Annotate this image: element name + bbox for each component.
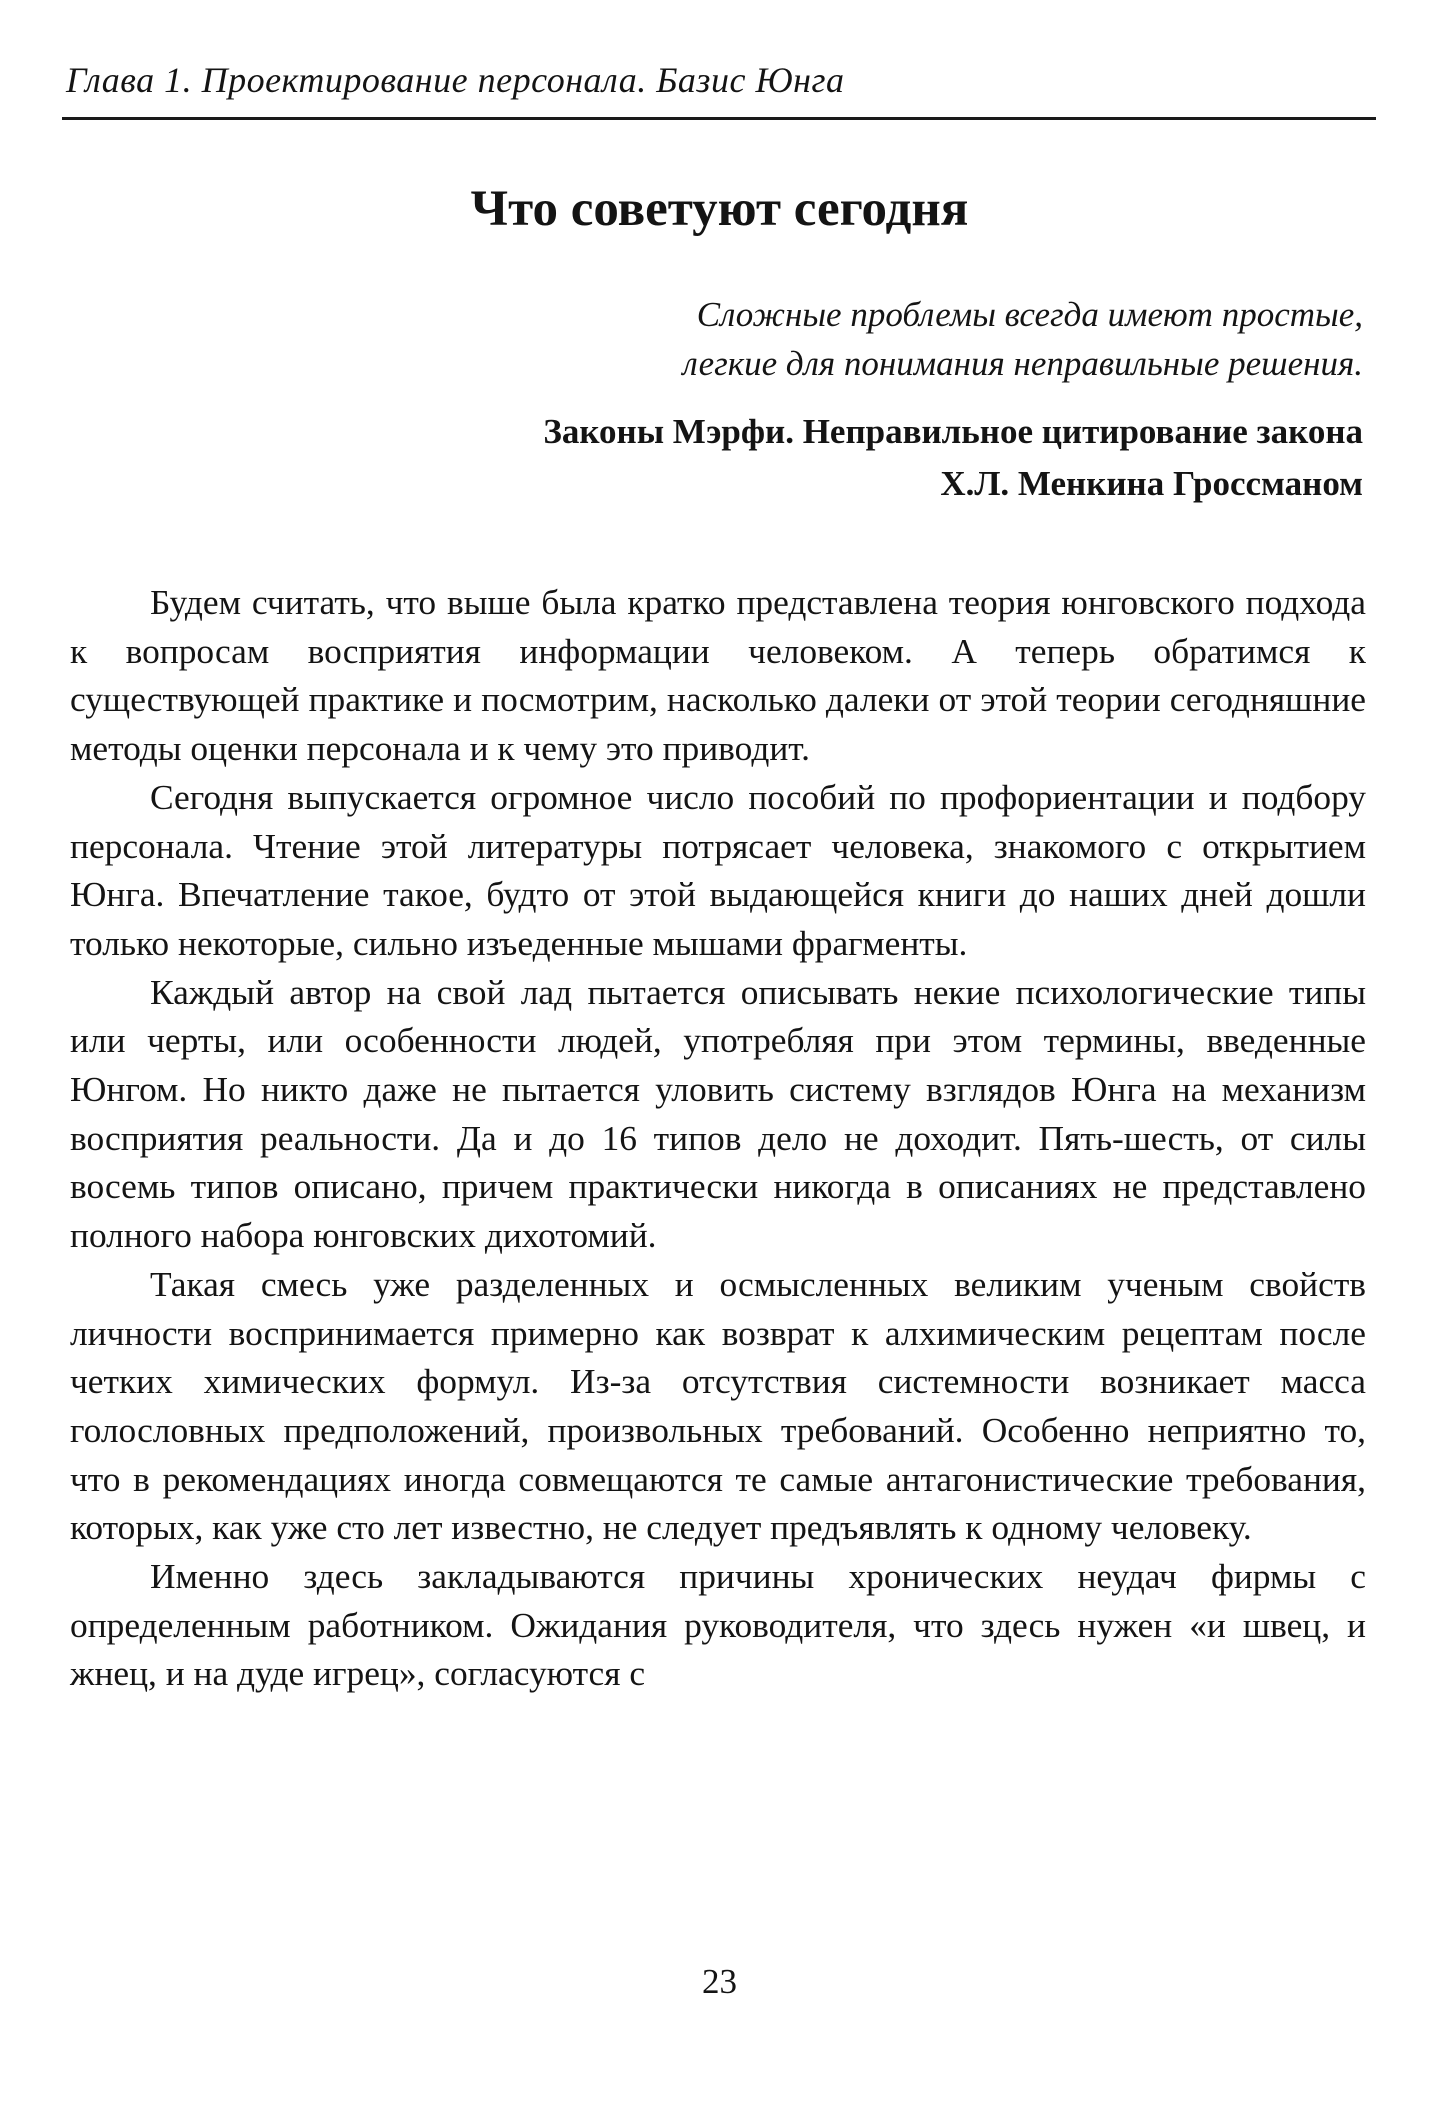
page-number: 23 (702, 1962, 737, 2001)
body-text (70, 578, 1366, 1698)
paragraph: Такая смесь уже разделенных и осмысленных великим ученым свойств личности воспринимается примерно как возврат к алхимическим рецептам после четких химических формул. Из-за отсутствия системности возникает масса голословных предположений, произвольных требований. Особенно неприятно то, что в рекомендациях иногда совмещаются те самые антагонистические требования, которых, как уже сто лет известно, не следует предъявлять к одному человеку. (70, 1263, 1366, 1548)
paragraph: Именно здесь закладываются причины хронических неудач фирмы с определенным работником. Ожидания руководителя, что здесь нужен «и швец, и жнец, и на дуде игрец», согласуются с (70, 1556, 1366, 1694)
epigraph-source-line: Х.Л. Менкина Гроссманом (940, 464, 1363, 503)
epigraph-source (163, 406, 1363, 510)
paragraph: Каждый автор на свой лад пытается описывать некие психологические типы или черты, или особенности людей, употребляя при этом термины, введенные Юнгом. Но никто даже не пытается уловить систему взглядов Юнга на механизм восприятия реальности. Да и до 16 типов дело не доходит. Пять-шесть, от силы восемь типов описано, причем практически никогда в описаниях не представлено полного набора юнговских дихотомий. (70, 971, 1366, 1256)
section-title: Что советуют сегодня (470, 181, 969, 237)
epigraph (263, 290, 1363, 388)
epigraph-source-line: Законы Мэрфи. Неправильное цитирование закона (543, 412, 1363, 451)
epigraph-line: легкие для понимания неправильные решения. (682, 344, 1363, 383)
epigraph-line: Сложные проблемы всегда имеют простые, (696, 295, 1363, 334)
header-divider (62, 117, 1376, 120)
paragraph: Сегодня выпускается огромное число пособий по профориентации и подбору персонала. Чтение этой литературы потрясает человека, знакомого с открытием Юнга. Впечатление такое, будто от этой выдающейся книги до наших дней дошли только некоторые, сильно изъеденные мышами фрагменты. (70, 776, 1366, 963)
running-header: Глава 1. Проектирование персонала. Базис Юнга (66, 60, 845, 100)
paragraph: Будем считать, что выше была кратко представлена теория юнговского подхода к вопросам восприятия информации человеком. А теперь обратимся к существующей практике и посмотрим, насколько далеки от этой теории сегодняшние методы оценки персонала и к чему это приводит. (70, 582, 1366, 769)
